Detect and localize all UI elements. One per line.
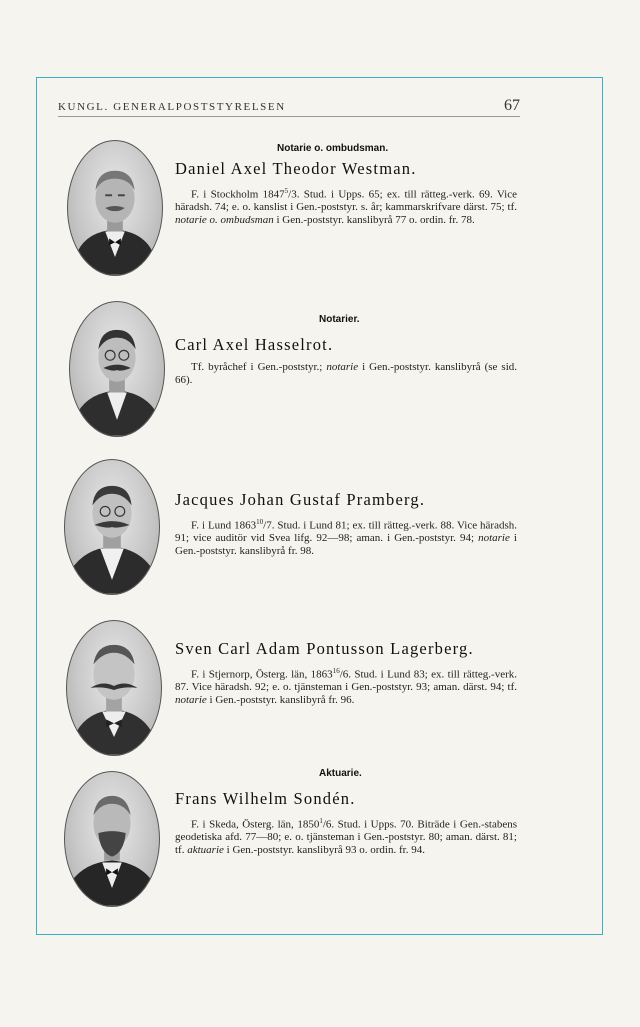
entry-sonden: [175, 789, 517, 856]
portrait-lagerberg: [66, 620, 162, 756]
person-name: Daniel Axel Theodor Westman.: [175, 159, 417, 178]
portrait-sonden: [64, 771, 160, 907]
person-biography: F. i Stockholm 1847$^5$/3. Stud. i Upps. 65; ex. till rätteg.-verk. 69. Vice häradsh. 74; e. o. kanslist i Gen.-poststyr. s. år; kammarskrifvare därst. 75; tf. notarie o. ombudsman i Gen.-poststyr. kanslibyrå 77 o. ordin. fr. 78.: [175, 187, 517, 226]
header-rule: [58, 116, 520, 117]
person-biography: F. i Lund 1863$^{10}$/7. Stud. i Lund 81; ex. till rätteg.-verk. 88. Vice häradsh. 91; vice auditör vid Svea lifg. 92—98; aman. i Gen.-poststyr. 94; notarie i Gen.-poststyr. kanslibyrå fr. 98.: [175, 518, 518, 557]
section-title-aktuarie: Aktuarie.: [319, 768, 362, 779]
person-biography: F. i Skeda, Österg. län, 1850$^1$/6. Stud. i Upps. 70. Biträde i Gen.-stabens geodetiska afd. 77—80; e. o. tjänsteman i Gen.-poststyr. 80; aman. därst. 81; tf. aktuarie i Gen.-poststyr. kanslibyrå 93 o. ordin. fr. 94.: [175, 817, 517, 856]
running-head: [58, 97, 520, 115]
person-name: Frans Wilhelm Sondén.: [175, 789, 356, 808]
portrait-pramberg-image: [65, 460, 159, 594]
portrait-westman-image: [68, 141, 162, 275]
page-number: 67: [504, 97, 520, 114]
entry-pramberg: [175, 490, 517, 557]
running-title: KUNGL. GENERALPOSTSTYRELSEN: [58, 101, 286, 113]
portrait-hasselrot: [69, 301, 165, 437]
person-name: Jacques Johan Gustaf Pramberg.: [175, 490, 426, 509]
portrait-pramberg: [64, 459, 160, 595]
portrait-westman: [67, 140, 163, 276]
person-name: Carl Axel Hasselrot.: [175, 335, 334, 354]
person-biography: Tf. byråchef i Gen.-poststyr.; notarie i Gen.-poststyr. kanslibyrå (se sid. 66).: [175, 361, 518, 386]
portrait-hasselrot-image: [70, 302, 164, 436]
entry-lagerberg: [175, 639, 517, 706]
entry-hasselrot: [175, 335, 517, 386]
portrait-sonden-image: [65, 772, 159, 906]
portrait-lagerberg-image: [67, 621, 161, 755]
person-biography: F. i Stjernorp, Österg. län, 1863$^{16}$/6. Stud. i Lund 83; ex. till rätteg.-verk. 87. Vice häradsh. 92; e. o. tjänsteman i Gen.-poststyr. 93; aman. därst. 94; tf. notarie i Gen.-poststyr. kanslibyrå fr. 96.: [175, 667, 517, 706]
person-name: Sven Carl Adam Pontusson Lagerberg.: [175, 639, 474, 658]
entry-westman: [175, 159, 517, 226]
section-title-notarier: Notarier.: [319, 314, 360, 325]
section-title-notarie-ombudsman: Notarie o. ombudsman.: [277, 143, 389, 154]
